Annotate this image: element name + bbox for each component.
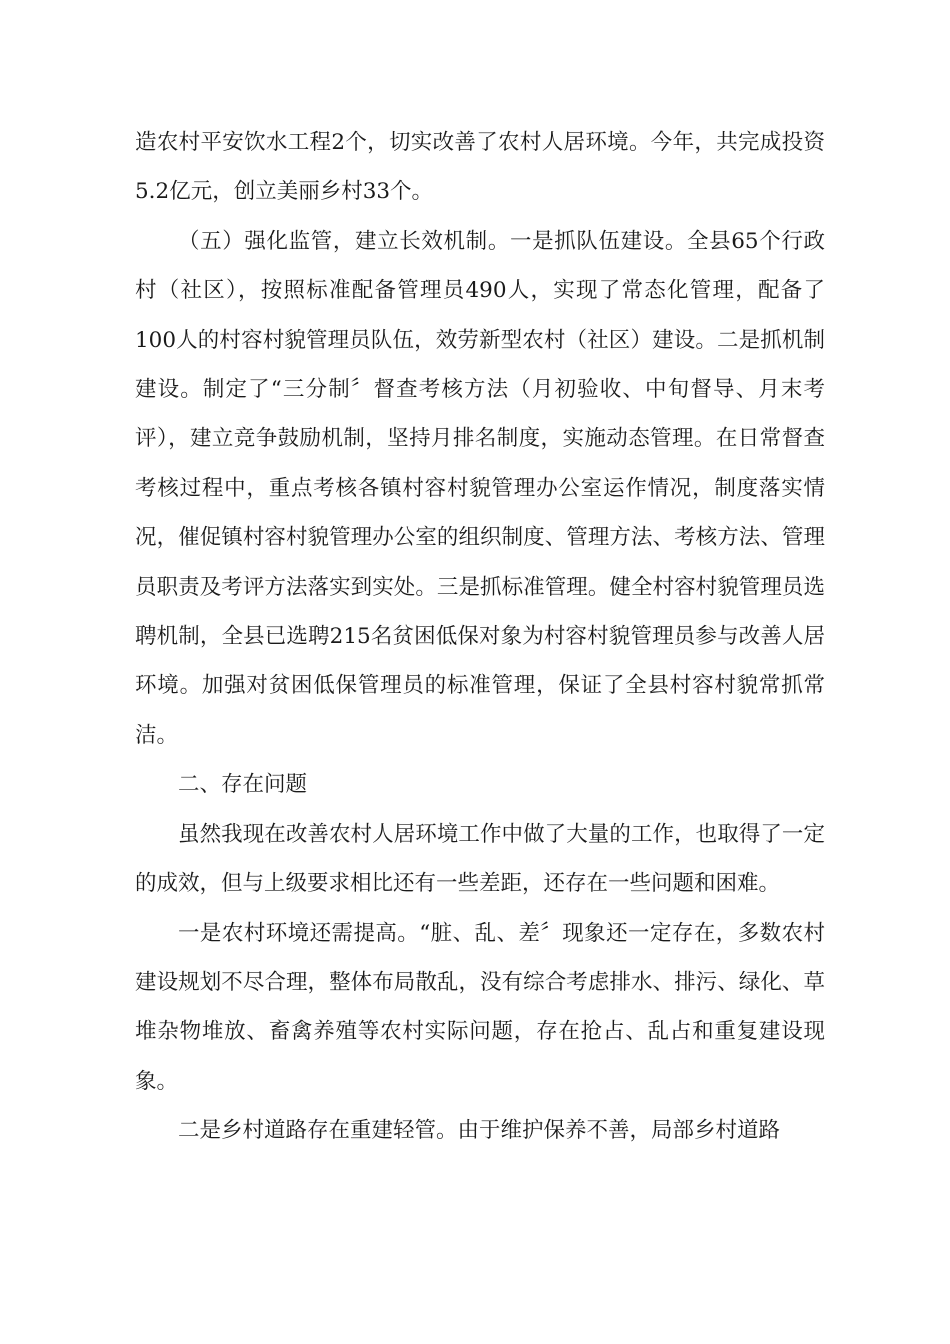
paragraph-rural-roads: 二是乡村道路存在重建轻管。由于维护保养不善，局部乡村道路	[178, 1118, 781, 1144]
section-heading-problems: 二、存在问题	[178, 772, 308, 798]
paragraph-continuation: 造农村平安饮水工程2个，切实改善了农村人居环境。今年，共完成投资5.2亿元，创立美丽乡村33个。	[135, 130, 825, 205]
paragraph-rural-environment: 一是农村环境还需提高。“脏、乱、差〞现象还一定存在，多数农村建设规划不尽合理，整体布局散乱，没有综合考虑排水、排污、绿化、草堆杂物堆放、畜禽养殖等农村实际问题，存在抢占、乱占和重复建设现象。	[135, 920, 825, 1094]
paragraph-supervision: （五）强化监管，建立长效机制。一是抓队伍建设。全县65个行政村（社区），按照标准配备管理员490人，实现了常态化管理，配备了100人的村容村貌管理员队伍，效劳新型农村（社区）建设。二是抓机制建设。制定了“三分制〞督查考核方法（月初验收、中旬督导、月末考评），建立竞争鼓励机制，坚持月排名制度，实施动态管理。在日常督查考核过程中，重点考核各镇村容村貌管理办公室运作情况，制度落实情况，催促镇村容村貌管理办公室的组织制度、管理方法、考核方法、管理员职责及考评方法落实到实处。三是抓标准管理。健全村容村貌管理员选聘机制，全县已选聘215名贫困低保对象为村容村貌管理员参与改善人居环境。加强对贫困低保管理员的标准管理，保证了全县村容村貌常抓常洁。	[135, 228, 825, 748]
paragraph-problems-intro: 虽然我现在改善农村人居环境工作中做了大量的工作，也取得了一定的成效，但与上级要求相比还有一些差距，还存在一些问题和困难。	[135, 821, 825, 897]
document-body	[135, 118, 825, 1156]
